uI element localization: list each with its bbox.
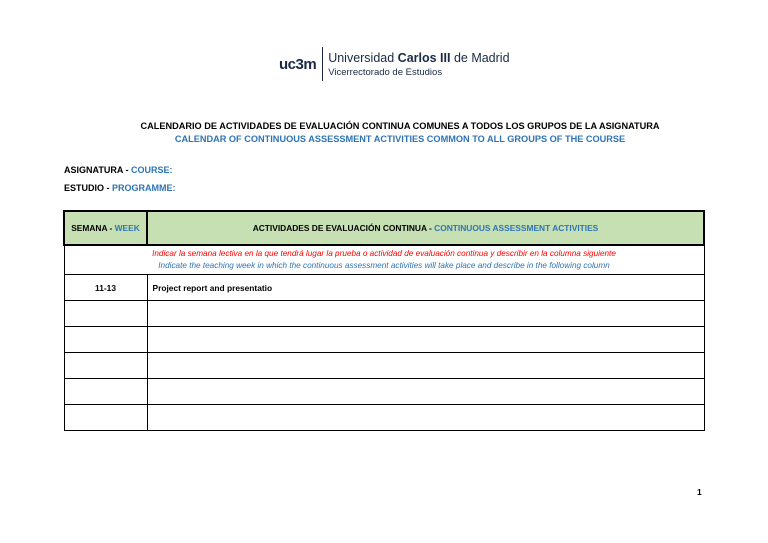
assessment-calendar-table xyxy=(63,210,705,431)
department-name: Vicerrectorado de Estudios xyxy=(328,66,443,78)
programme-label-en: PROGRAMME: xyxy=(112,183,176,193)
activity-cell[interactable] xyxy=(147,405,704,431)
activity-cell[interactable]: Project report and presentatio xyxy=(147,275,704,301)
table-row xyxy=(64,379,704,405)
activity-cell[interactable] xyxy=(147,301,704,327)
programme-label-es: ESTUDIO - xyxy=(64,183,113,193)
logo-text xyxy=(328,50,509,79)
programme-field xyxy=(64,183,176,193)
instruction-cell xyxy=(64,245,704,275)
activities-header-en: CONTINUOUS ASSESSMENT ACTIVITIES xyxy=(434,223,599,233)
page-number: 1 xyxy=(697,487,702,497)
university-name-prefix: Universidad xyxy=(328,50,398,65)
week-cell[interactable] xyxy=(64,301,147,327)
table-row xyxy=(64,405,704,431)
course-field xyxy=(64,165,173,175)
table-row xyxy=(64,275,704,301)
week-header-es: SEMANA - xyxy=(71,223,115,233)
course-label-en: COURSE: xyxy=(131,165,173,175)
week-cell[interactable] xyxy=(64,327,147,353)
activity-cell[interactable] xyxy=(147,379,704,405)
logo-divider xyxy=(322,47,323,81)
instruction-spanish: Indicar la semana lectiva en la que tendrá lugar la prueba o actividad de evaluación continua y describir en la columna siguiente xyxy=(152,248,616,258)
university-name-bold: Carlos III xyxy=(397,50,451,65)
logo-mark: uc3m xyxy=(279,55,317,73)
activity-cell[interactable] xyxy=(147,353,704,379)
week-column-header xyxy=(64,211,147,245)
university-logo xyxy=(279,46,510,82)
week-cell[interactable] xyxy=(64,405,147,431)
instruction-row xyxy=(64,245,704,275)
university-name xyxy=(328,50,509,66)
university-name-suffix: de Madrid xyxy=(450,50,510,65)
activities-column-header xyxy=(147,211,704,245)
week-cell[interactable]: 11-13 xyxy=(64,275,147,301)
title-spanish: CALENDARIO DE ACTIVIDADES DE EVALUACIÓN CONTINUA COMUNES A TODOS LOS GRUPOS DE LA ASIGNATURA xyxy=(140,121,660,131)
activity-cell[interactable] xyxy=(147,327,704,353)
instruction-english: Indicate the teaching week in which the continuous assessment activities will take place and describe in the following column xyxy=(158,261,610,270)
table-row xyxy=(64,301,704,327)
week-header-en: WEEK xyxy=(114,223,140,233)
table-row xyxy=(64,353,704,379)
table-row xyxy=(64,327,704,353)
activities-header-es: ACTIVIDADES DE EVALUACIÓN CONTINUA - xyxy=(252,223,435,233)
week-cell[interactable] xyxy=(64,353,147,379)
course-label-es: ASIGNATURA - xyxy=(64,165,131,175)
title-english: CALENDAR OF CONTINUOUS ASSESSMENT ACTIVITIES COMMON TO ALL GROUPS OF THE COURSE xyxy=(174,134,626,144)
week-cell[interactable] xyxy=(64,379,147,405)
table-header-row xyxy=(64,211,704,245)
